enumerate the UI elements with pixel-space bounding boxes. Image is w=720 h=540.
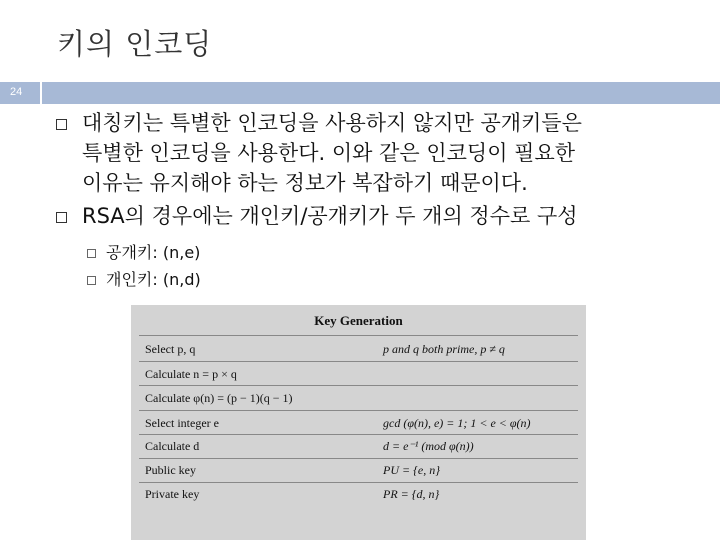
row-right: gcd (φ(n), e) = 1; 1 < e < φ(n)	[383, 416, 531, 430]
bullet-text-2	[82, 201, 578, 231]
table-divider	[139, 335, 578, 336]
page-number: 24	[10, 86, 23, 98]
row-left: Calculate n = p × q	[145, 367, 237, 381]
table-divider	[139, 410, 578, 411]
header-bar	[42, 82, 720, 104]
row-left: Select p, q	[145, 342, 196, 356]
sub-bullet-public-key: 공개키: (n,e)	[106, 243, 201, 262]
table-divider	[139, 361, 578, 362]
bullet-2-line-1: RSA의 경우에는 개인키/공개키가 두 개의 정수로 구성	[82, 204, 578, 228]
table-divider	[139, 385, 578, 386]
bullet-square-icon	[56, 212, 67, 227]
row-left: Calculate φ(n) = (p − 1)(q − 1)	[145, 391, 293, 405]
table-divider	[139, 458, 578, 459]
key-generation-table	[131, 305, 586, 540]
sub-bullet-private-key: 개인키: (n,d)	[106, 270, 201, 289]
row-left: Select integer e	[145, 416, 219, 430]
bullet-1-line-1: 대칭키는 특별한 인코딩을 사용하지 않지만 공개키들은	[82, 111, 582, 135]
sub-bullet-icon	[87, 247, 96, 262]
bullet-square-icon	[56, 119, 67, 134]
row-left: Private key	[145, 487, 200, 501]
bullet-text-1	[82, 108, 582, 198]
row-right: p and q both prime, p ≠ q	[383, 342, 505, 356]
sub-bullet-icon	[87, 274, 96, 289]
row-right: PR = {d, n}	[383, 487, 440, 501]
row-right: d = e⁻¹ (mod φ(n))	[383, 439, 474, 453]
row-left: Public key	[145, 463, 196, 477]
row-right: PU = {e, n}	[383, 463, 441, 477]
bullet-1-line-3: 이유는 유지해야 하는 정보가 복잡하기 때문이다.	[82, 171, 528, 195]
table-divider	[139, 482, 578, 483]
slide-title: 키의 인코딩	[57, 27, 213, 61]
bullet-1-line-2: 특별한 인코딩을 사용한다. 이와 같은 인코딩이 필요한	[82, 141, 576, 165]
row-left: Calculate d	[145, 439, 200, 453]
table-divider	[139, 434, 578, 435]
key-generation-header: Key Generation	[314, 313, 403, 328]
